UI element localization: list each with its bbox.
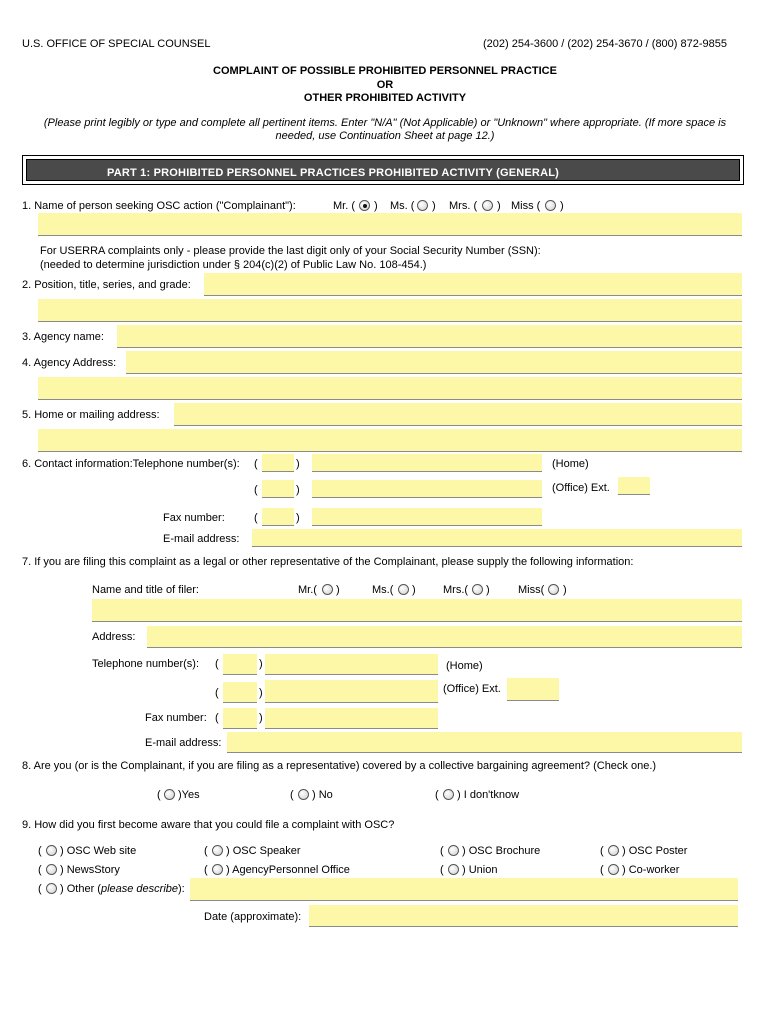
q6-home-label: (Home) xyxy=(552,458,589,470)
q5-label: 5. Home or mailing address: xyxy=(22,409,160,421)
q1-mr-radio[interactable] xyxy=(359,200,370,211)
q9-label: 9. How did you first become aware that you could file a complaint with OSC? xyxy=(22,819,395,831)
q9-brochure-label: ) OSC Brochure xyxy=(462,845,541,857)
q8-no-radio[interactable] xyxy=(298,789,309,800)
instructions-line2: needed, use Continuation Sheet at page 12.) xyxy=(275,130,495,142)
q7-ms-radio[interactable] xyxy=(398,584,409,595)
filer-fax-number-field[interactable] xyxy=(265,708,438,729)
q9-speaker-label: ) OSC Speaker xyxy=(226,845,301,857)
q1-miss-label: Miss ( xyxy=(511,200,541,212)
q7-name-title-label: Name and title of filer: xyxy=(92,584,199,596)
q7-office-open-paren: ( xyxy=(215,687,219,699)
date-approximate-field[interactable] xyxy=(309,905,738,927)
userra-line1: For USERRA complaints only - please provide the last digit only of your Social Security Number (SSN): xyxy=(40,245,541,257)
agency-name-field[interactable] xyxy=(117,325,742,348)
q6-fax-open-paren: ( xyxy=(254,512,258,524)
q9-other-text: ) Other ( xyxy=(60,883,101,895)
q6-office-label: (Office) Ext. xyxy=(552,482,610,494)
q9-union-radio[interactable] xyxy=(448,864,459,875)
q1-mr-label: Mr. ( xyxy=(333,200,355,212)
q9-other-open: ( xyxy=(38,883,42,895)
q9-coworker-open: ( xyxy=(600,864,604,876)
q1-ms-close: ) xyxy=(432,200,436,212)
form-title-line1: COMPLAINT OF POSSIBLE PROHIBITED PERSONNEL PRACTICE xyxy=(213,65,557,77)
q9-poster-radio[interactable] xyxy=(608,845,619,856)
q6-label: 6. Contact information:Telephone number(s): xyxy=(22,458,240,470)
part1-label: PART 1: PROHIBITED PERSONNEL PRACTICES PROHIBITED ACTIVITY (GENERAL) xyxy=(107,167,560,179)
fax-number-field[interactable] xyxy=(312,508,542,526)
q7-email-label: E-mail address: xyxy=(145,737,222,749)
q6-home-close-paren: ) xyxy=(296,458,300,470)
home-address-field-1[interactable] xyxy=(174,403,742,426)
q6-office-close-paren: ) xyxy=(296,484,300,496)
filer-office-area-code-field[interactable] xyxy=(223,682,257,703)
home-area-code-field[interactable] xyxy=(262,454,294,472)
q7-address-label: Address: xyxy=(92,631,136,643)
q6-email-label: E-mail address: xyxy=(163,533,240,545)
q7-mr-radio[interactable] xyxy=(322,584,333,595)
complainant-name-field[interactable] xyxy=(38,213,742,236)
q7-fax-open-paren: ( xyxy=(215,712,219,724)
q9-coworker-radio[interactable] xyxy=(608,864,619,875)
q9-news-label: ) NewsStory xyxy=(60,864,120,876)
q7-home-label: (Home) xyxy=(446,660,483,672)
q7-mrs-close: ) xyxy=(486,584,490,596)
q7-mr-label: Mr.( xyxy=(298,584,317,596)
q1-ms-radio[interactable] xyxy=(417,200,428,211)
office-ext-field[interactable] xyxy=(618,477,650,495)
q1-mrs-radio[interactable] xyxy=(482,200,493,211)
q7-ms-label: Ms.( xyxy=(372,584,394,596)
q7-office-label: (Office) Ext. xyxy=(443,683,501,695)
q8-dontknow-label: ) I don'tknow xyxy=(457,789,520,801)
q1-mrs-close: ) xyxy=(497,200,501,212)
instructions-line1: (Please print legibly or type and complete all pertinent items. Enter "N/A" (Not Applicable) or "Unknown" where appropriate. (If more space is xyxy=(43,117,727,129)
q9-union-label: ) Union xyxy=(462,864,498,876)
part1-header-fill xyxy=(26,159,740,181)
q8-yes-open: ( xyxy=(157,789,161,801)
q7-home-close-paren: ) xyxy=(259,658,263,670)
q1-ms-label: Ms. ( xyxy=(390,200,415,212)
q9-web-open: ( xyxy=(38,845,42,857)
q8-no-label: ) No xyxy=(312,789,333,801)
q7-home-open-paren: ( xyxy=(215,658,219,670)
q8-yes-label: )Yes xyxy=(178,789,200,801)
q1-mrs-label: Mrs. ( xyxy=(449,200,478,212)
office-area-code-field[interactable] xyxy=(262,480,294,498)
q7-miss-radio[interactable] xyxy=(548,584,559,595)
q7-telephone-label: Telephone number(s): xyxy=(92,658,200,670)
q3-label: 3. Agency name: xyxy=(22,331,104,343)
q9-agency-office-label: ) AgencyPersonnel Office xyxy=(226,864,350,876)
q9-union-open: ( xyxy=(440,864,444,876)
q9-speaker-radio[interactable] xyxy=(212,845,223,856)
q8-label: 8. Are you (or is the Complainant, if you are filing as a representative) covered by a collective bargaining agreement? (Check one.) xyxy=(22,760,657,772)
q7-fax-label: Fax number: xyxy=(145,712,207,724)
q8-no-open: ( xyxy=(290,789,294,801)
q6-fax-label: Fax number: xyxy=(163,512,225,524)
q9-agency-office-radio[interactable] xyxy=(212,864,223,875)
q9-other-italic: please describe xyxy=(100,883,179,895)
userra-line2: (needed to determine jurisdiction under § 204(c)(2) of Public Law No. 108-454.) xyxy=(40,259,427,271)
office-name: U.S. OFFICE OF SPECIAL COUNSEL xyxy=(22,38,211,50)
q9-other-radio[interactable] xyxy=(46,883,57,894)
q9-agency-office-open: ( xyxy=(204,864,208,876)
q9-other-end: ): xyxy=(178,883,185,895)
form-title-line3: OTHER PROHIBITED ACTIVITY xyxy=(303,92,467,104)
q9-poster-label: ) OSC Poster xyxy=(622,845,688,857)
form-title-line2: OR xyxy=(376,79,394,91)
other-describe-field[interactable] xyxy=(190,878,738,901)
part1-header-bar xyxy=(22,155,744,185)
q9-other-label xyxy=(60,884,185,895)
filer-address-field[interactable] xyxy=(147,626,742,648)
q7-miss-close: ) xyxy=(563,584,567,596)
q9-brochure-radio[interactable] xyxy=(448,845,459,856)
q9-poster-open: ( xyxy=(600,845,604,857)
fax-area-code-field[interactable] xyxy=(262,508,294,526)
q7-fax-close-paren: ) xyxy=(259,712,263,724)
filer-email-field[interactable] xyxy=(227,732,742,753)
q1-miss-radio[interactable] xyxy=(545,200,556,211)
q9-speaker-open: ( xyxy=(204,845,208,857)
home-phone-field[interactable] xyxy=(312,454,542,472)
q7-mrs-label: Mrs.( xyxy=(443,584,469,596)
q9-news-open: ( xyxy=(38,864,42,876)
q9-news-radio[interactable] xyxy=(46,864,57,875)
q6-fax-close-paren: ) xyxy=(296,512,300,524)
position-field-2[interactable] xyxy=(38,299,742,322)
q7-mr-close: ) xyxy=(336,584,340,596)
filer-office-phone-field[interactable] xyxy=(265,680,438,703)
office-phones: (202) 254-3600 / (202) 254-3670 / (800) 872-9855 xyxy=(483,38,728,50)
q7-office-close-paren: ) xyxy=(259,687,263,699)
q8-yes-radio[interactable] xyxy=(164,789,175,800)
q9-date-label: Date (approximate): xyxy=(204,911,302,923)
agency-address-field-1[interactable] xyxy=(126,351,742,374)
q1-mr-close: ) xyxy=(374,200,378,212)
home-address-field-2[interactable] xyxy=(38,429,742,452)
q9-brochure-open: ( xyxy=(440,845,444,857)
email-field[interactable] xyxy=(252,529,742,547)
office-phone-field[interactable] xyxy=(312,480,542,498)
q9-web-label: ) OSC Web site xyxy=(60,845,137,857)
filer-home-area-code-field[interactable] xyxy=(223,654,257,675)
q6-home-open-paren: ( xyxy=(254,458,258,470)
q4-label: 4. Agency Address: xyxy=(22,357,117,369)
filer-fax-area-code-field[interactable] xyxy=(223,708,257,729)
filer-office-ext-field[interactable] xyxy=(507,678,559,701)
position-field-1[interactable] xyxy=(204,273,742,296)
q7-ms-close: ) xyxy=(412,584,416,596)
q8-dontknow-open: ( xyxy=(435,789,439,801)
q6-office-open-paren: ( xyxy=(254,484,258,496)
q1-miss-close: ) xyxy=(560,200,564,212)
q7-label: 7. If you are filing this complaint as a legal or other representative of the Complainant, please supply the following information: xyxy=(22,556,634,568)
q8-dontknow-radio[interactable] xyxy=(443,789,454,800)
q9-coworker-label: ) Co-worker xyxy=(622,864,680,876)
q9-web-radio[interactable] xyxy=(46,845,57,856)
agency-address-field-2[interactable] xyxy=(38,377,742,400)
q7-mrs-radio[interactable] xyxy=(472,584,483,595)
q1-label: 1. Name of person seeking OSC action ("Complainant"): xyxy=(22,200,296,212)
q7-miss-label: Miss( xyxy=(518,584,545,596)
filer-name-field[interactable] xyxy=(92,599,742,622)
q2-label: 2. Position, title, series, and grade: xyxy=(22,279,191,291)
filer-home-phone-field[interactable] xyxy=(265,654,438,675)
